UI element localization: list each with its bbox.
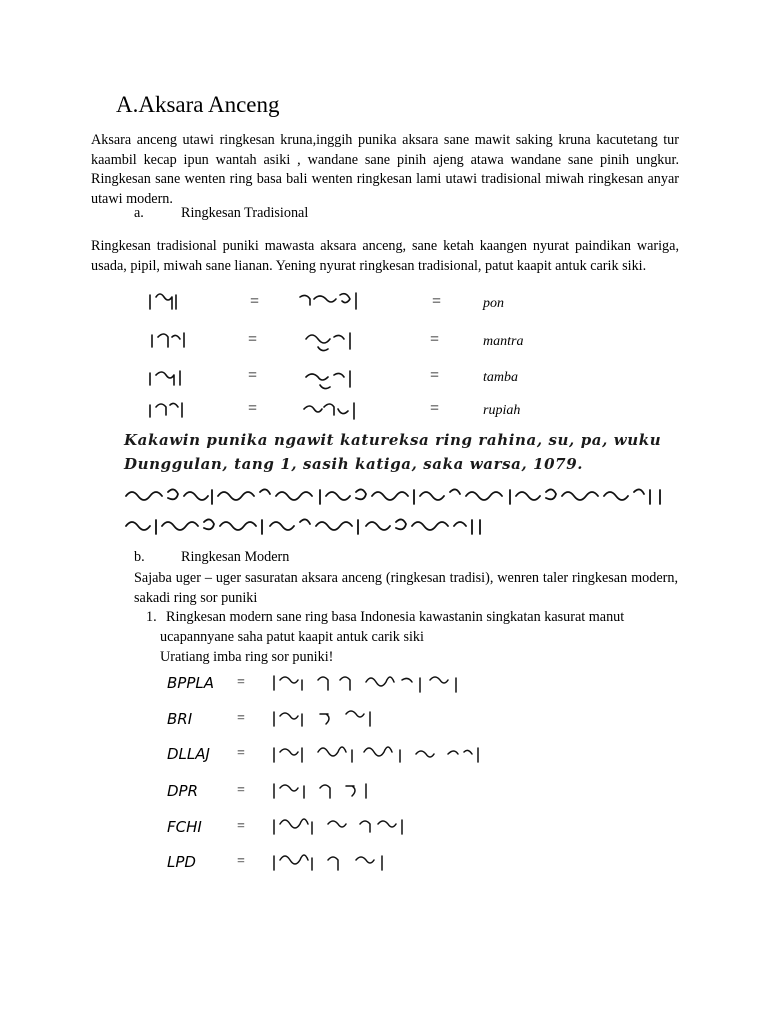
abbr-eq-row4: = [237,783,245,798]
trad-eq2-row4: = [430,400,440,417]
abbr-row6: LPD [167,853,196,871]
abbr-eq-row1: = [237,675,245,690]
trad-eq2-row2: = [430,331,440,348]
abbr-row4: DPR [167,782,199,800]
item1-text-line1: Ringkesan modern sane ring basa Indonesia kawastanin singkatan kasurat manut [166,609,625,625]
trad-eq1-row1: = [250,293,260,310]
section-a-marker: a. [134,205,144,221]
modern-glyphs-illustration [270,668,530,878]
modern-aksara-table [270,668,530,878]
trad-eq2-row3: = [430,367,440,384]
abbr-row5: FCHI [167,818,202,836]
section-b-marker: b. [134,549,145,565]
item1-number: 1. [146,609,157,625]
traditional-aksara-table [0,285,768,425]
abbr-eq-row6: = [237,854,245,869]
manuscript-caption-line2: Dunggulan, tang 1, sasih katiga, saka warsa, 1079. [124,455,584,473]
manuscript-glyphs-illustration [120,480,680,540]
trad-eq1-row3: = [248,367,258,384]
abbr-row1: BPPLA [167,674,214,692]
trad-eq2-row1: = [432,293,442,310]
modern-paragraph: Sajaba uger – uger sasuratan aksara anceng (ringkesan tradisi), wenren taler ringkesan modern, sakadi ring sor puniki [134,570,678,606]
section-b-heading: Ringkesan Modern [181,549,290,565]
manuscript-caption-line1: Kakawin punika ngawit katureksa ring rahina, su, pa, wuku [124,431,662,449]
item1-text-line2: ucapannyane saha patut kaapit antuk carik siki [160,629,424,645]
abbr-eq-row3: = [237,746,245,761]
trad-eq1-row2: = [248,331,258,348]
item1-text-line3: Uratiang imba ring sor puniki! [160,649,334,665]
trad-latin-row2: mantra [483,334,524,349]
abbr-row3: DLLAJ [167,745,210,763]
abbr-row2: BRI [167,710,193,728]
trad-latin-row1: pon [483,296,504,311]
traditional-paragraph: Ringkesan tradisional puniki mawasta aksara anceng, sane ketah kaangen nyurat paindikan wariga, usada, pipil, miwah sane lianan. Yening nyurat ringkesan tradisional, patut kaapit antuk carik siki. [91,238,679,274]
manuscript-aksara-lines [120,480,680,540]
page-title: A.Aksara Anceng [116,92,280,117]
aksara-glyphs-illustration [0,285,768,425]
trad-eq1-row4: = [248,400,258,417]
trad-latin-row4: rupiah [483,403,521,418]
intro-paragraph: Aksara anceng utawi ringkesan kruna,inggih punika aksara sane mawit saking kruna kacutetang tur kaambil kecap ipun wantah asiki , wandane sane pinih ajeng atawa wandane sane pinih ungkur. Ringkesan sane wenten ring basa bali wenten ringkesan lami utawi tradisional miwah ringkesan anyar utawi modern. [91,132,679,207]
trad-latin-row3: tamba [483,370,518,385]
abbr-eq-row5: = [237,819,245,834]
section-a-heading: Ringkesan Tradisional [181,205,309,221]
abbr-eq-row2: = [237,711,245,726]
